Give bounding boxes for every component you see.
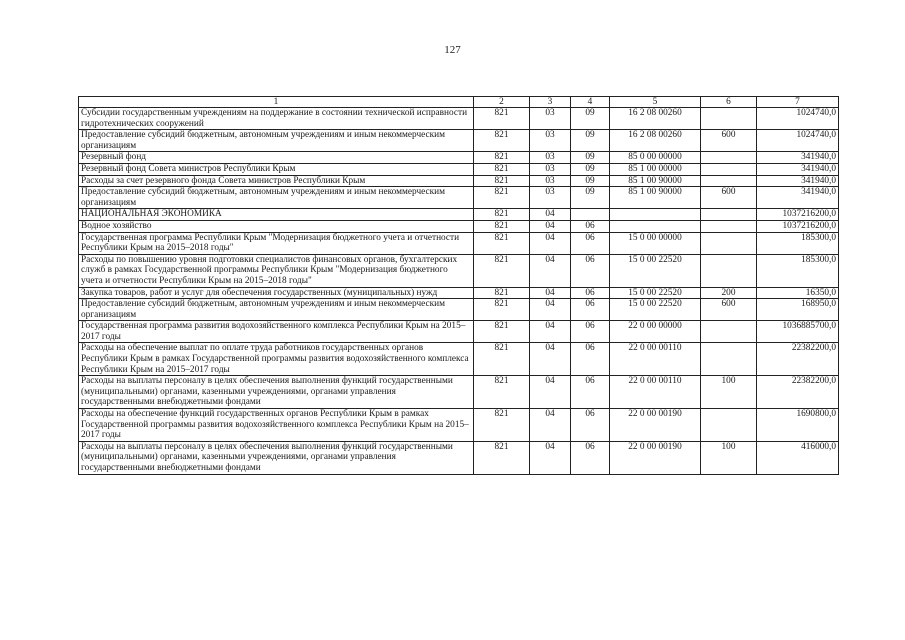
expense-type-code: 100 <box>701 376 757 409</box>
subsection-code: 09 <box>571 187 610 209</box>
amount: 341940,0 <box>757 163 839 175</box>
header-row <box>79 97 839 108</box>
table-row <box>79 409 839 442</box>
section-code: 04 <box>530 232 571 254</box>
table-row <box>79 187 839 209</box>
subsection-code: 06 <box>571 441 610 474</box>
expense-type-code <box>701 209 757 221</box>
expense-type-code: 100 <box>701 441 757 474</box>
section-code: 04 <box>530 254 571 287</box>
ministry-code: 821 <box>474 108 530 130</box>
subsection-code: 09 <box>571 175 610 187</box>
subsection-code: 06 <box>571 254 610 287</box>
expense-type-code <box>701 254 757 287</box>
expense-type-code: 200 <box>701 287 757 299</box>
subsection-code: 09 <box>571 130 610 152</box>
section-code: 04 <box>530 209 571 221</box>
target-article-code: 15 0 00 22520 <box>610 287 701 299</box>
ministry-code: 821 <box>474 321 530 343</box>
table-row <box>79 108 839 130</box>
row-description: НАЦИОНАЛЬНАЯ ЭКОНОМИКА <box>79 209 474 221</box>
target-article-code: 15 0 00 22520 <box>610 254 701 287</box>
table-row <box>79 287 839 299</box>
ministry-code: 821 <box>474 209 530 221</box>
subsection-code: 06 <box>571 343 610 376</box>
column-header: 3 <box>530 97 571 108</box>
amount: 1024740,0 <box>757 108 839 130</box>
ministry-code: 821 <box>474 287 530 299</box>
section-code: 04 <box>530 287 571 299</box>
table-row <box>79 376 839 409</box>
subsection-code: 06 <box>571 299 610 321</box>
target-article-code: 85 0 00 00000 <box>610 152 701 164</box>
ministry-code: 821 <box>474 152 530 164</box>
row-description: Расходы за счет резервного фонда Совета министров Республики Крым <box>79 175 474 187</box>
table-row <box>79 209 839 221</box>
expense-type-code <box>701 152 757 164</box>
amount: 22382200,0 <box>757 343 839 376</box>
target-article-code: 15 0 00 22520 <box>610 299 701 321</box>
ministry-code: 821 <box>474 187 530 209</box>
target-article-code: 16 2 08 00260 <box>610 108 701 130</box>
column-header: 7 <box>757 97 839 108</box>
section-code: 04 <box>530 376 571 409</box>
expense-type-code <box>701 175 757 187</box>
table-row <box>79 321 839 343</box>
table-row <box>79 343 839 376</box>
section-code: 04 <box>530 343 571 376</box>
amount: 185300,0 <box>757 232 839 254</box>
ministry-code: 821 <box>474 175 530 187</box>
amount: 185300,0 <box>757 254 839 287</box>
ministry-code: 821 <box>474 343 530 376</box>
row-description: Расходы по повышению уровня подготовки специалистов финансовых органов, бухгалтерских служб в рамках Государственной программы Республики Крым "Модернизация бюджетного учета и отчетности Республики Крым на 2015–2018 годы" <box>79 254 474 287</box>
subsection-code <box>571 209 610 221</box>
amount: 1690800,0 <box>757 409 839 442</box>
table-row <box>79 220 839 232</box>
column-header: 2 <box>474 97 530 108</box>
column-header: 6 <box>701 97 757 108</box>
target-article-code: 16 2 08 00260 <box>610 130 701 152</box>
ministry-code: 821 <box>474 232 530 254</box>
section-code: 03 <box>530 108 571 130</box>
subsection-code: 09 <box>571 108 610 130</box>
table-row <box>79 441 839 474</box>
target-article-code: 85 1 00 90000 <box>610 187 701 209</box>
expense-type-code <box>701 321 757 343</box>
subsection-code: 06 <box>571 409 610 442</box>
target-article-code: 22 0 00 00110 <box>610 376 701 409</box>
target-article-code: 85 1 00 90000 <box>610 175 701 187</box>
target-article-code: 22 0 00 00110 <box>610 343 701 376</box>
amount: 168950,0 <box>757 299 839 321</box>
ministry-code: 821 <box>474 220 530 232</box>
row-description: Резервный фонд Совета министров Республики Крым <box>79 163 474 175</box>
ministry-code: 821 <box>474 163 530 175</box>
expense-type-code <box>701 108 757 130</box>
section-code: 04 <box>530 409 571 442</box>
subsection-code: 09 <box>571 163 610 175</box>
target-article-code: 22 0 00 00000 <box>610 321 701 343</box>
amount: 341940,0 <box>757 152 839 164</box>
ministry-code: 821 <box>474 441 530 474</box>
target-article-code: 15 0 00 00000 <box>610 232 701 254</box>
amount: 341940,0 <box>757 175 839 187</box>
amount: 22382200,0 <box>757 376 839 409</box>
expense-type-code <box>701 343 757 376</box>
row-description: Расходы на выплаты персоналу в целях обеспечения выполнения функций государственными (муниципальными) органами, казенными учреждениями, органами управления государственными внебюджетными фондами <box>79 376 474 409</box>
section-code: 03 <box>530 175 571 187</box>
expense-type-code: 600 <box>701 130 757 152</box>
amount: 1037216200,0 <box>757 220 839 232</box>
amount: 416000,0 <box>757 441 839 474</box>
row-description: Предоставление субсидий бюджетным, автономным учреждениям и иным некоммерческим организациям <box>79 130 474 152</box>
table-row <box>79 152 839 164</box>
section-code: 03 <box>530 163 571 175</box>
table-row <box>79 232 839 254</box>
expense-type-code: 600 <box>701 187 757 209</box>
expense-type-code <box>701 232 757 254</box>
amount: 1036885700,0 <box>757 321 839 343</box>
column-header: 1 <box>79 97 474 108</box>
target-article-code <box>610 220 701 232</box>
subsection-code: 09 <box>571 152 610 164</box>
row-description: Закупка товаров, работ и услуг для обеспечения государственных (муниципальных) нужд <box>79 287 474 299</box>
row-description: Расходы на обеспечение выплат по оплате труда работников государственных органов Республики Крым в рамках Государственной программы развития водохозяйственного комплекса Республики Крым на 2015–2017 годы <box>79 343 474 376</box>
table-row <box>79 254 839 287</box>
table-row <box>79 299 839 321</box>
amount: 1024740,0 <box>757 130 839 152</box>
expense-type-code: 600 <box>701 299 757 321</box>
page-number: 127 <box>444 44 461 56</box>
table-row <box>79 175 839 187</box>
ministry-code: 821 <box>474 254 530 287</box>
row-description: Государственная программа Республики Крым "Модернизация бюджетного учета и отчетности Республики Крым на 2015–2018 годы" <box>79 232 474 254</box>
target-article-code: 22 0 00 00190 <box>610 409 701 442</box>
row-description: Предоставление субсидий бюджетным, автономным учреждениям и иным некоммерческим организациям <box>79 187 474 209</box>
subsection-code: 06 <box>571 376 610 409</box>
budget-table <box>78 96 839 475</box>
section-code: 04 <box>530 299 571 321</box>
amount: 1037216200,0 <box>757 209 839 221</box>
column-header: 5 <box>610 97 701 108</box>
expense-type-code <box>701 163 757 175</box>
section-code: 04 <box>530 220 571 232</box>
column-header: 4 <box>571 97 610 108</box>
row-description: Резервный фонд <box>79 152 474 164</box>
row-description: Государственная программа развития водохозяйственного комплекса Республики Крым на 2015–2017 годы <box>79 321 474 343</box>
target-article-code <box>610 209 701 221</box>
ministry-code: 821 <box>474 130 530 152</box>
row-description: Предоставление субсидий бюджетным, автономным учреждениям и иным некоммерческим организациям <box>79 299 474 321</box>
subsection-code: 06 <box>571 220 610 232</box>
row-description: Расходы на выплаты персоналу в целях обеспечения выполнения функций государственными (муниципальными) органами, казенными учреждениями, органами управления государственными внебюджетными фондами <box>79 441 474 474</box>
expense-type-code <box>701 220 757 232</box>
expense-type-code <box>701 409 757 442</box>
amount: 341940,0 <box>757 187 839 209</box>
target-article-code: 85 1 00 00000 <box>610 163 701 175</box>
row-description: Водное хозяйство <box>79 220 474 232</box>
ministry-code: 821 <box>474 409 530 442</box>
row-description: Расходы на обеспечение функций государственных органов Республики Крым в рамках Государственной программы развития водохозяйственного комплекса Республики Крым на 2015–2017 годы <box>79 409 474 442</box>
table-row <box>79 130 839 152</box>
amount: 16350,0 <box>757 287 839 299</box>
section-code: 04 <box>530 441 571 474</box>
target-article-code: 22 0 00 00190 <box>610 441 701 474</box>
section-code: 04 <box>530 321 571 343</box>
subsection-code: 06 <box>571 321 610 343</box>
section-code: 03 <box>530 130 571 152</box>
ministry-code: 821 <box>474 376 530 409</box>
ministry-code: 821 <box>474 299 530 321</box>
section-code: 03 <box>530 187 571 209</box>
subsection-code: 06 <box>571 232 610 254</box>
row-description: Субсидии государственным учреждениям на поддержание в состоянии технической исправности гидротехнических сооружений <box>79 108 474 130</box>
subsection-code: 06 <box>571 287 610 299</box>
table-row <box>79 163 839 175</box>
section-code: 03 <box>530 152 571 164</box>
